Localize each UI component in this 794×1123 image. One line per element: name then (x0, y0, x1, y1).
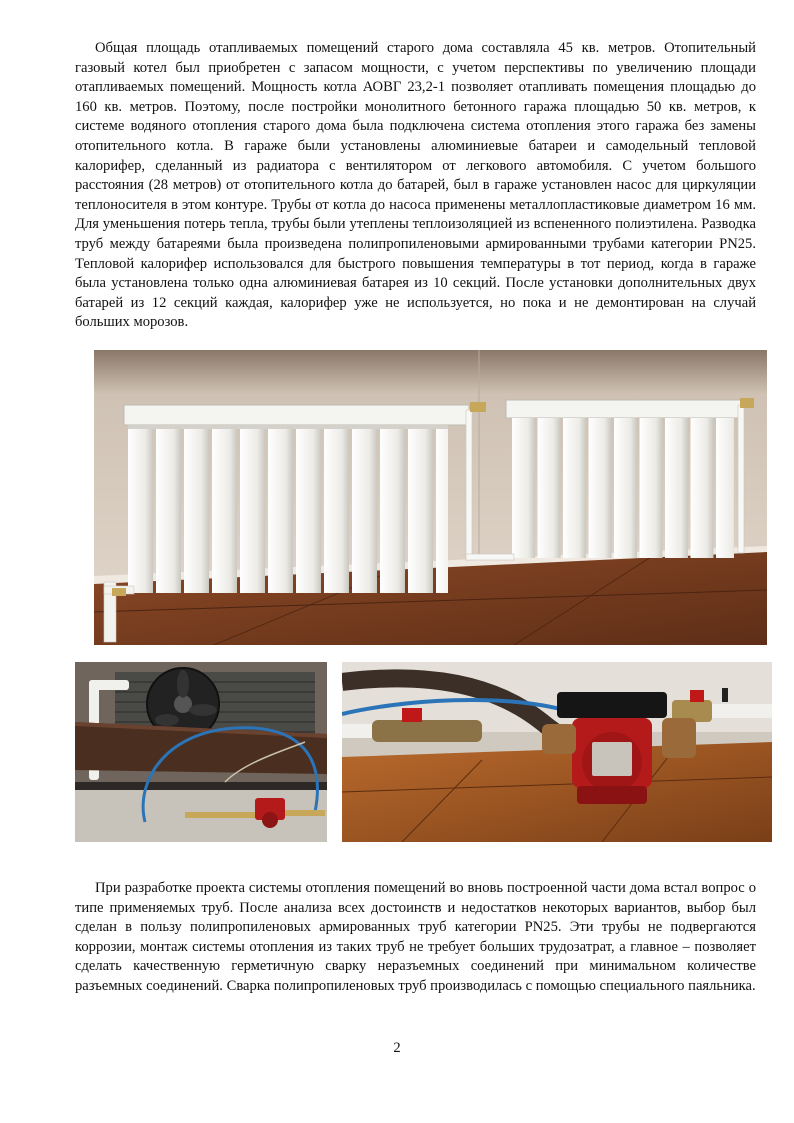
page-number: 2 (393, 1040, 401, 1056)
paragraph-heating-old-house: Общая площадь отапливаемых помещений старого дома составляла 45 кв. метров. Отопительный газовый котел был приобретен с запасом мощности, с учетом перспективы по увеличению площади отапливаемых помещений. Мощность котла АОВГ 23,2-1 позволяет отапливать помещения площадью до 160 кв. метров. Поэтому, после постройки монолитного бетонного гаража площадью 50 кв. метров, к системе водяного отопления старого дома была подключена система отопления этого гаража без замены отопительного котла. В гараже были установлены алюминиевые батареи и самодельный тепловой калорифер, сделанный из радиатора с вентилятором от легкового автомобиля. С учетом большого расстояния (28 метров) от отопительного котла до батарей, был в гараже установлен насос для циркуляции теплоносителя в этом контуре. Трубы от котла до насоса применены металлопластиковые диаметром 16 мм. Для уменьшения потерь тепла, трубы были утеплены теплоизоляцией из вспененного полиэтилена. Разводка труб между батареями была произведена полипропиленовыми армированными трубами категории PN25. Тепловой калорифер использовался для быстрого повышения температуры в тот период, когда в гараже была установлена только одна алюминиевая батарея из 10 секций. После установки дополнительных двух батарей из 12 секций каждая, калорифер уже не используется, но пока и не демонтирован на случай больших морозов. (75, 40, 756, 331)
photo-circulation-pump (342, 662, 772, 842)
photo-fan-heater (75, 662, 327, 842)
paragraph-pipe-selection: При разработке проекта системы отопления помещений во вновь построенной части дома встал вопрос о типе применяемых труб. После анализа всех достоинств и недостатков некоторых вариантов, выбор был сделан в пользу полипропиленовых армированных труб категории PN25. Эти трубы не подвергаются коррозии, монтаж системы отопления из таких труб не требует больших трудозатрат, а главное – позволяет сделать качественную герметичную сварку неразъемных соединений при минимальном количестве разъемных соединений. Сварка полипропиленовых труб производилась с помощью специального паяльника. (75, 880, 756, 994)
photo-radiators (94, 350, 767, 645)
